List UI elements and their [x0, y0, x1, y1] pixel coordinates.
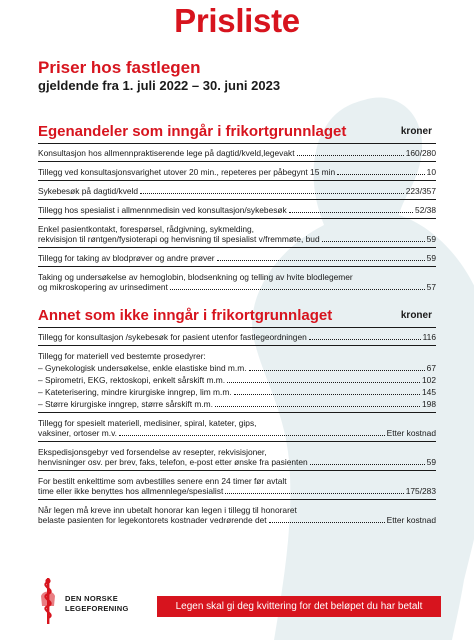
leader-dots [225, 493, 403, 494]
row-price: 10 [426, 167, 436, 177]
row-label-line: Ekspedisjonsgebyr ved forsendelse av resepter, rekvisisjoner, [38, 447, 267, 457]
row-label-line: vaksiner, ortoser m.v. [38, 428, 117, 438]
section-included-title: Egenandeler som inngår i frikortgrunnlaget [38, 123, 347, 140]
row-label-line: Tillegg for spesielt materiell, medisiner, spiral, kateter, gips, [38, 418, 257, 428]
row-price: 198 [422, 399, 436, 409]
leader-dots [234, 394, 420, 395]
row-main [38, 148, 436, 158]
price-row-outside-scheme [38, 332, 436, 346]
price-row [38, 253, 436, 267]
row-label-line: Taking og undersøkelse av hemoglobin, blodsenkning og telling av hvite blodlegemer [38, 272, 353, 282]
row-label: rekvisisjon til røntgen/fysioterapi og henvisning til spesialist v/fremmøte, bud [38, 234, 320, 244]
price-row [38, 205, 436, 219]
row-divider [38, 180, 436, 181]
row-label: Tillegg for konsultasjon /sykebesøk for pasient utenfor fastlegeordningen [38, 332, 307, 342]
row-label: Tillegg ved konsultasjonsvarighet utover 20 min., repeteres per påbegynt 15 min [38, 167, 336, 177]
row-divider [38, 199, 436, 200]
row-label-line: For bestilt enkelttime som avbestilles senere enn 24 timer før avtalt [38, 476, 287, 486]
row-price: 160/280 [405, 148, 436, 158]
leader-dots [140, 193, 404, 194]
row-price: 67 [426, 363, 436, 373]
price-row-missed-appointment [38, 476, 436, 500]
price-row-unpaid-fee [38, 505, 436, 525]
row-price: 175/283 [405, 486, 436, 496]
section-excluded-column-header: kroner [400, 310, 432, 321]
section-excluded-title: Annet som ikke inngår i frikortgrunnlaget [38, 307, 333, 324]
logo-text-line2: LEGEFORENING [65, 604, 129, 613]
row-price: 145 [422, 387, 436, 397]
leader-dots [322, 241, 425, 242]
logo-text [65, 594, 129, 614]
leader-dots [289, 212, 413, 213]
row-label-line: time eller ikke benyttes hos allmennlege/spesialist [38, 486, 224, 496]
row-main [38, 282, 436, 292]
row-label-line: belaste pasienten for legekontorets kostnader vedrørende det [38, 515, 267, 525]
row-divider [38, 218, 436, 219]
materials-list [38, 363, 436, 409]
page-title: Prisliste [174, 2, 300, 39]
row-label: – Kateterisering, mindre kirurgiske inngrep, lim m.m. [38, 387, 232, 397]
row-label-line: henvisninger osv. per brev, faks, telefon, e-post etter ønske fra pasienten [38, 457, 308, 467]
leader-dots [119, 435, 385, 436]
validity-period: gjeldende fra 1. juli 2022 – 30. juni 2023 [38, 78, 281, 93]
leader-dots [227, 382, 420, 383]
section-excluded [38, 307, 436, 525]
logo-text-line1: DEN NORSKE [65, 594, 119, 603]
leader-dots [249, 370, 425, 371]
section-included-column-header: kroner [400, 126, 432, 137]
materials-item [38, 399, 436, 409]
row-divider [38, 266, 436, 267]
row-price: 223/357 [405, 186, 436, 196]
section-included [38, 123, 436, 292]
row-price: 52/38 [415, 205, 436, 215]
row-divider [38, 441, 436, 442]
row-main [38, 186, 436, 196]
row-price: Etter kostnad [386, 428, 436, 438]
materials-item [38, 363, 436, 373]
leader-dots [309, 339, 421, 340]
row-main [38, 234, 436, 244]
row-price: 59 [426, 234, 436, 244]
row-label: – Spirometri, EKG, rektoskopi, enkelt sårskift m.m. [38, 375, 226, 385]
row-price: 59 [426, 457, 436, 467]
receipt-banner: Legen skal gi deg kvittering for det beløpet du har betalt [157, 596, 441, 617]
row-divider [38, 499, 436, 500]
price-row [38, 148, 436, 162]
leader-dots [215, 406, 420, 407]
row-label: Tillegg for taking av blodprøver og andre prøver [38, 253, 215, 263]
leader-dots [170, 289, 425, 290]
leader-dots [297, 155, 404, 156]
row-divider [38, 345, 436, 346]
price-row [38, 167, 436, 181]
materials-item [38, 387, 436, 397]
row-main [38, 205, 436, 215]
page-subtitle: Priser hos fastlegen [38, 58, 201, 77]
price-row [38, 224, 436, 248]
row-label-line: Enkel pasientkontakt, forespørsel, rådgivning, sykmelding, [38, 224, 254, 234]
price-row-expedition-fee [38, 447, 436, 471]
asclepius-icon [35, 576, 61, 626]
row-label: og mikroskopering av urinsediment [38, 282, 168, 292]
row-label: Konsultasjon hos allmennpraktiserende lege på dagtid/kveld,legevakt [38, 148, 295, 158]
row-main [38, 167, 436, 177]
row-divider [38, 412, 436, 413]
leader-dots [217, 260, 425, 261]
leader-dots [337, 174, 425, 175]
row-price: 116 [422, 332, 436, 342]
section-included-rows [38, 148, 436, 292]
row-divider [38, 470, 436, 471]
row-divider [38, 247, 436, 248]
price-row-special-material [38, 418, 436, 442]
price-row [38, 272, 436, 292]
row-main [38, 253, 436, 263]
materials-block [38, 351, 436, 413]
row-label: – Større kirurgiske inngrep, større sårskift m.m. [38, 399, 213, 409]
materials-intro: Tillegg for materiell ved bestemte prosedyrer: [38, 351, 206, 361]
materials-item [38, 375, 436, 385]
row-price: 57 [426, 282, 436, 292]
leader-dots [310, 464, 425, 465]
section-divider [38, 327, 436, 328]
row-label: Tillegg hos spesialist i allmennmedisin ved konsultasjon/sykebesøk [38, 205, 287, 215]
price-row [38, 186, 436, 200]
row-price: 102 [422, 375, 436, 385]
section-divider [38, 143, 436, 144]
legeforening-logo [35, 576, 135, 626]
row-label: – Gynekologisk undersøkelse, enkle elastiske bind m.m. [38, 363, 247, 373]
row-price: Etter kostnad [386, 515, 436, 525]
leader-dots [269, 522, 385, 523]
row-label-line: Når legen må kreve inn ubetalt honorar kan legen i tillegg til honoraret [38, 505, 297, 515]
row-divider [38, 161, 436, 162]
row-label: Sykebesøk på dagtid/kveld [38, 186, 139, 196]
row-price: 59 [426, 253, 436, 263]
